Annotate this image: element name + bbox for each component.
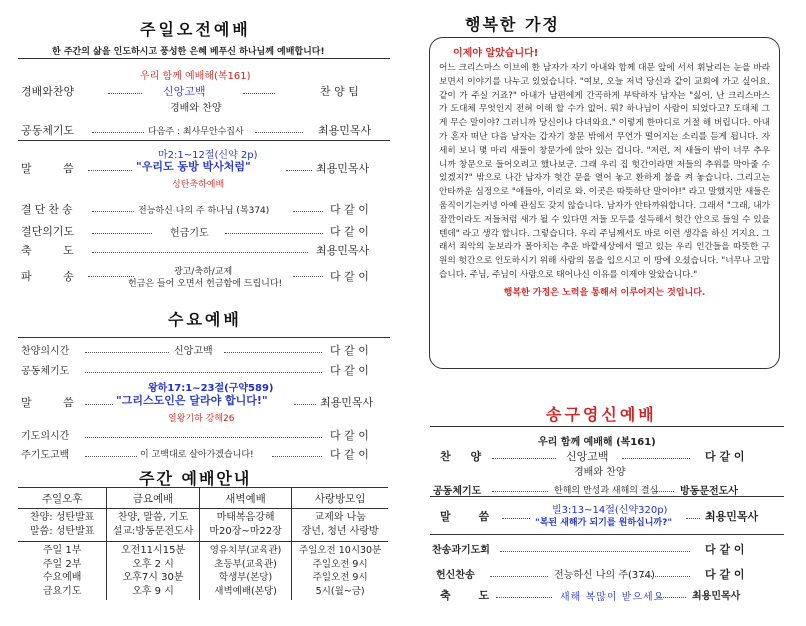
order-leader: 찬 양 팀 — [320, 85, 359, 98]
order-leader: 다 같 이 — [705, 450, 745, 463]
order-leader: 다 같 이 — [330, 448, 369, 461]
leader-dots — [272, 456, 322, 457]
leader-dots — [622, 458, 690, 459]
divider — [430, 426, 784, 427]
sermon-series: 성탄축하예배 — [172, 180, 225, 190]
column-header: 새벽예배 — [199, 488, 292, 509]
divider — [18, 140, 390, 141]
order-desc: 전능하신 나의 주 하나님 (복374) — [138, 206, 270, 216]
order-label: 헌신찬송 — [436, 570, 475, 581]
order-desc: 신앙고백 — [566, 450, 609, 463]
order-desc: 한해의 반성과 새해의 결심 — [554, 486, 659, 496]
leader-dots — [492, 491, 548, 492]
scripture-ref: 빌3:13~14절(신약320p) — [552, 505, 668, 516]
order-leader: 다 같 이 — [330, 270, 369, 283]
order-desc: 광고/축하/교제 — [174, 267, 233, 277]
order-label: 기도의시간 — [21, 431, 70, 442]
table-cell: 교제와 나눔 장년, 청년 사랑방 — [292, 509, 388, 542]
morning-service-title: 주일오전예배 — [140, 20, 251, 39]
sermon-series: 열왕기하 강해26 — [168, 414, 235, 424]
leader-dots — [85, 456, 137, 457]
order-leader: 다 같 이 — [330, 429, 369, 442]
column-header: 주일오후 — [18, 488, 107, 509]
scripture-ref: 마2:1~12절(신약 2p) — [158, 150, 258, 161]
leader-dots — [255, 132, 303, 133]
order-label: 경배와찬양 — [21, 85, 75, 98]
leader-dots — [224, 352, 322, 353]
weekly-schedule-table — [18, 487, 388, 600]
table-cell: 주일 1부 주일 2부 수요예배 금요기도 — [42, 545, 82, 597]
leader-dots — [85, 437, 322, 438]
leader-dots — [500, 551, 690, 552]
story-body: 어느 크리스마스 이브에 한 남자가 자기 아내와 함께 대문 앞에 서서 휘날리는 눈을 바라보면서 이야기를 나누고 있었습니다. "여보, 오늘 저녁 당신과 같이 교회에 가고 싶어요. 같이 가 주실 거죠?" 아내가 남편에게 간곡하게 부탁하자 남자는 "싫어, 난 크리스마스가 도대체 무엇인지 전혀 이해 할 수가 없어. 뭐? 하나님이 사람이 되었다고? 도대체 그게 무슨 말이야? 그러니까 당신이나 다녀와요." 이렇게 한마디로 거절 해 버립니다. 아내가 혼자 떠난 다음 남자는 갑자기 창문 밖에서 무언가 떨어지는 소리를 듣게 됩니다. 자세히 보니 몇 마리 새들이 창문가에 앉아 있는 겁니다. "저런, 저 새들이 밖이 너무 추우니까 창문으로 들어오려고 했나보군. 그래 우리 집 헛간이라면 저들의 추위를 막아줄 수 있겠지?" 밖으로 나간 남자가 헛간 문을 열어 놓고 환하게 불을 켜 놓습니다. 그리고는 안타까운 심정으로 "얘들아, 이리로 와. 이곳은 따뜻하단 말이야!" 라고 말했지만 새들은 움직이기는커녕 아예 관심도 갖지 않습니다. 남자가 안타까워합니다. 그래서 "그래, 내가 잠깐이라도 저들처럼 새가 될 수 있다면 저들 모두를 설득해서 헛간 안으로 들일 수 있을 텐데" 라고 생각 합니다. 그렇습니다. 우리 주님께서도 바로 이런 생각을 하신 거지요. 그래서 죄악의 눈보라가 몰아치는 추운 바깥세상에서 떨고 있는 우리 인간들을 따뜻한 구원의 헛간으로 인도하시기 위해 사람의 몸을 입으시고 이 땅에 오셨습니다. "너무나 고맙습니다. 주님, 주님이 사람으로 태어나신 이유를 이제야 알았습니다." — [439, 63, 770, 280]
column-header: 금요예배 — [107, 488, 200, 509]
morning-service-subtitle: 한 주간의 삶을 인도하시고 풍성한 은혜 베푸신 하나님께 예배합니다! — [52, 47, 325, 57]
table-cell: 영유치부(교육관) 초등부(교육관) 학생부(본당) 새벽예배(본당) — [199, 542, 292, 601]
order-leader: 다 같 이 — [330, 225, 369, 238]
weekly-schedule-title: 주간 예배안내 — [139, 469, 252, 488]
order-desc: 헌금기도 — [170, 228, 209, 239]
order-leader: 최용민목사 — [692, 591, 741, 602]
order-label: 찬양의시간 — [21, 346, 70, 357]
order-label: 공동체기도 — [21, 366, 70, 377]
order-opening-hymn: 우리 함께 예배해 (복161) — [538, 437, 656, 448]
sermon-title: "우리도 동방 박사처럼" — [136, 160, 251, 173]
story-section-title: 행복한 가정 — [465, 15, 560, 34]
order-desc: 경배와 찬양 — [170, 103, 222, 114]
leader-dots — [92, 211, 134, 212]
order-desc: 새해 복많이 받으세요 — [560, 592, 665, 603]
leader-dots — [293, 211, 323, 212]
sermon-title: "그리스도인은 달라야 합니다!" — [116, 394, 268, 407]
order-desc: 전능하신 나의 주(374) — [554, 570, 655, 581]
order-leader: 다 같 이 — [330, 364, 369, 377]
order-leader: 다 같 이 — [330, 344, 369, 357]
order-label: 말 씀 — [21, 162, 88, 175]
order-leader: 다 같 이 — [705, 568, 745, 581]
leader-dots — [108, 93, 142, 94]
order-leader: 다 같 이 — [330, 203, 369, 216]
column-header: 사랑방모임 — [292, 488, 388, 509]
table-cell: 주일오전 10시30분 주일오전 9시 주일오전 9시 5시(월~금) — [292, 542, 388, 601]
order-label: 찬 양 — [440, 450, 490, 463]
leader-dots — [490, 576, 548, 577]
order-opening-hymn: 우리 함께 예배해(복161) — [140, 71, 251, 82]
leader-dots — [225, 233, 323, 234]
leader-dots — [85, 372, 322, 373]
scripture-ref: 왕하17:1~23절(구약589) — [148, 383, 274, 394]
divider — [18, 337, 390, 338]
leader-dots — [85, 352, 169, 353]
order-desc: 신앙고백 — [163, 85, 206, 98]
story-heading: 이제야 알았습니다! — [453, 48, 539, 59]
order-leader: 방동문전도사 — [680, 486, 738, 497]
order-leader: 최용민목사 — [318, 124, 372, 137]
leader-dots — [92, 252, 308, 253]
sermon-title: "복된 새해가 되기를 원하십니까?" — [535, 518, 673, 528]
story-box — [429, 37, 780, 369]
table-cell: 찬양, 말씀, 기도 설교:방동문전도사 — [107, 509, 200, 542]
divider — [430, 496, 784, 497]
order-leader: 최용민목사 — [320, 396, 374, 409]
leader-dots — [658, 597, 686, 598]
leader-dots — [92, 132, 144, 133]
leader-dots — [642, 576, 690, 577]
order-label: 말 씀 — [440, 510, 502, 523]
year-end-service-title: 송구영신예배 — [546, 405, 657, 424]
order-label: 찬송과기도회 — [432, 545, 490, 556]
leader-dots — [293, 276, 323, 277]
order-leader: 최용민목사 — [316, 162, 370, 175]
order-label: 결단찬송 — [21, 203, 76, 216]
order-label: 축 도 — [21, 244, 88, 257]
leader-dots — [294, 404, 316, 405]
story-footer: 행복한 가정은 노력을 통해서 이루어지는 것입니다. — [503, 287, 706, 298]
order-label: 공동체기도 — [433, 486, 482, 497]
order-leader: 최용민목사 — [316, 244, 370, 257]
leader-dots — [492, 458, 556, 459]
order-label: 축 도 — [440, 589, 502, 602]
table-cell: 오전11시15분 오후 2 시 오후7시 30분 오후 9 시 — [107, 542, 200, 601]
wednesday-service-title: 수요예배 — [168, 310, 242, 329]
order-label: 말 씀 — [21, 396, 88, 409]
leader-dots — [243, 93, 275, 94]
order-label: 주기도고백 — [21, 450, 70, 461]
divider — [18, 58, 390, 59]
order-label: 공동체기도 — [21, 124, 75, 137]
order-desc: 이 고백대로 살아가겠습니다! — [140, 450, 254, 460]
leader-dots — [654, 491, 674, 492]
divider — [430, 534, 784, 535]
table-cell: 찬양: 성탄발표 말씀: 성탄발표 — [18, 509, 107, 542]
order-desc: 다음주 : 최사무안수집사 — [148, 127, 244, 137]
leader-dots — [85, 404, 113, 405]
order-leader: 최용민목사 — [705, 510, 759, 523]
leader-dots — [502, 518, 530, 519]
order-desc: 경배와 찬양 — [574, 467, 626, 478]
table-cell: 마태복음강해 마20장~마22장 — [199, 509, 292, 542]
leader-dots — [286, 170, 312, 171]
order-desc: 신앙고백 — [174, 346, 213, 357]
order-label: 파 송 — [21, 270, 88, 283]
leader-dots — [88, 170, 132, 171]
leader-dots — [496, 597, 552, 598]
order-leader: 다 같 이 — [705, 543, 745, 556]
offering-note: 헌금은 들어 오면서 헌금함에 드립니다! — [128, 279, 283, 289]
leader-dots — [686, 518, 700, 519]
order-label: 결단의기도 — [21, 225, 75, 238]
leader-dots — [92, 233, 152, 234]
